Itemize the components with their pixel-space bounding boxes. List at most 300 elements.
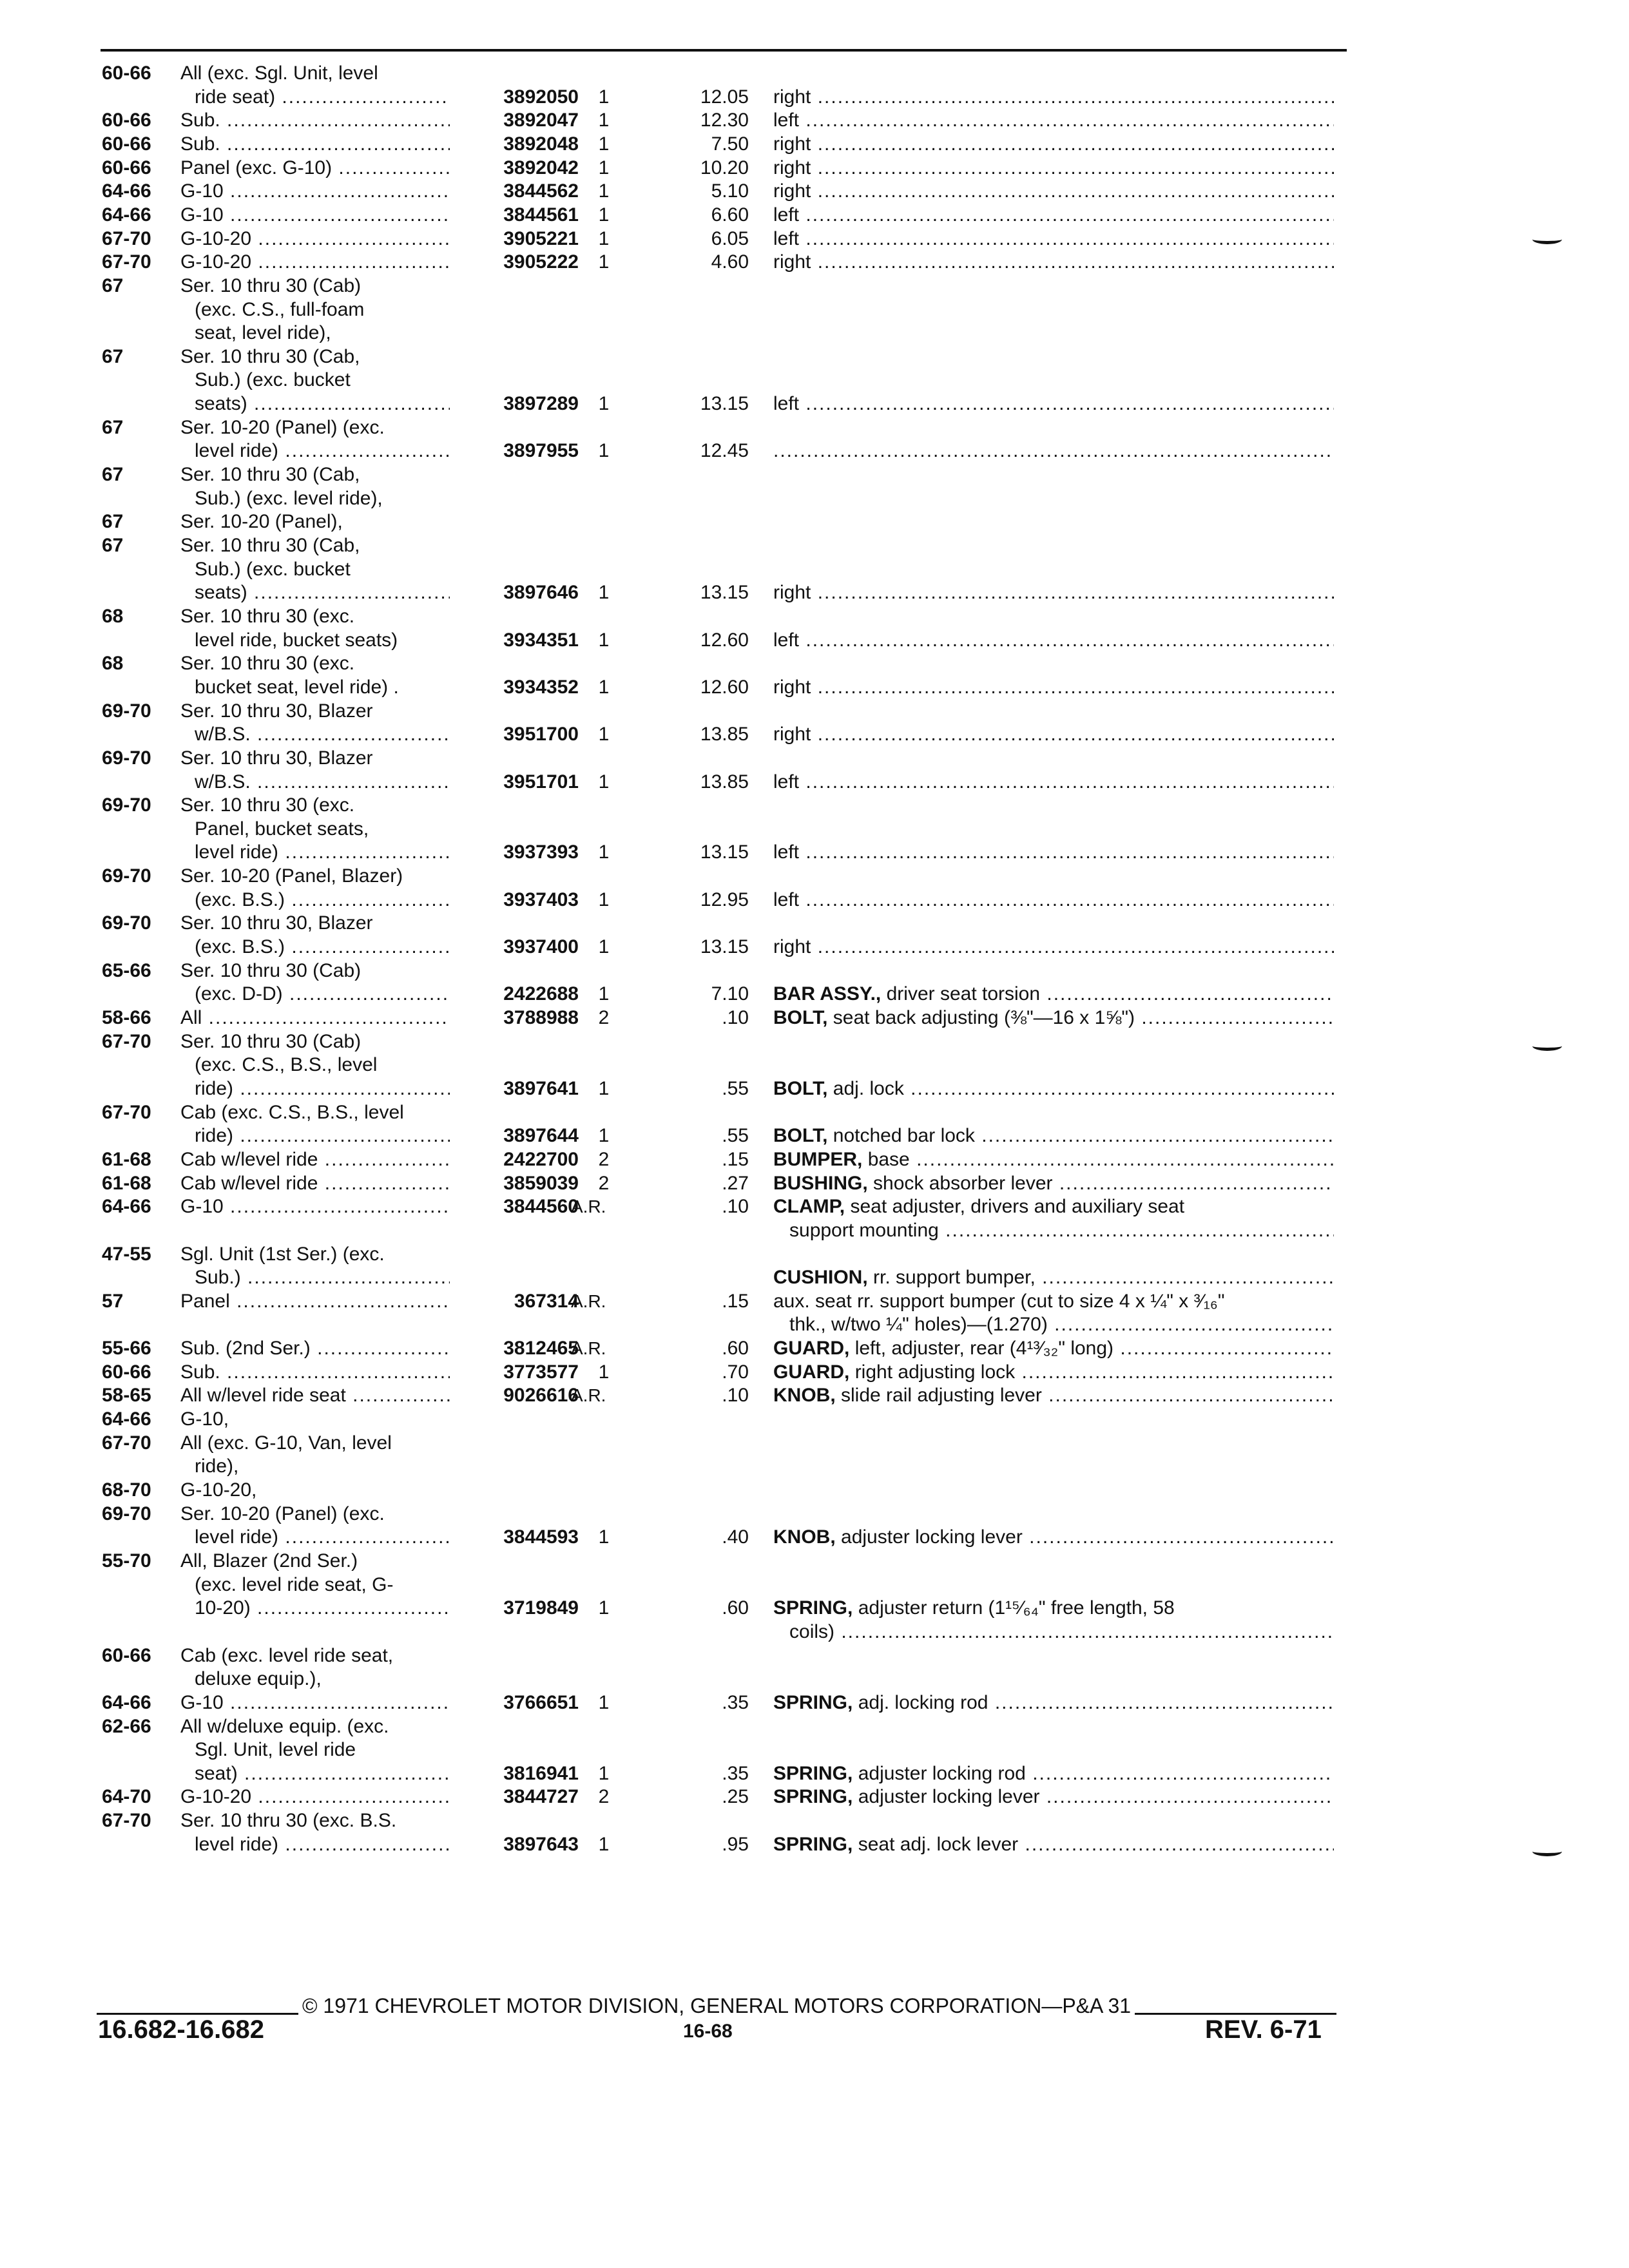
quantity: 2: [598, 1148, 610, 1170]
table-row: [0, 841, 1629, 864]
year-range: 67-70: [102, 1810, 151, 1832]
description-text: adjuster return (1¹⁵⁄₆₄" free length, 58: [858, 1597, 1175, 1619]
table-row: [0, 1691, 1629, 1715]
table-row: [0, 1432, 1629, 1455]
part-name: BUMPER,: [773, 1148, 863, 1170]
part-number: 2422688: [503, 983, 579, 1005]
year-range: 58-65: [102, 1385, 151, 1407]
part-name: CLAMP,: [773, 1196, 845, 1218]
year-range: 67-70: [102, 251, 151, 273]
model-application: Cab w/level ride .....: [180, 1172, 450, 1195]
part-number: 3844593: [503, 1526, 579, 1548]
table-row: [0, 912, 1629, 935]
table-row: [0, 1573, 1629, 1597]
description-text: left: [773, 889, 800, 910]
year-range: 64-70: [102, 1786, 151, 1808]
model-application: w/B.S. .....: [195, 723, 450, 746]
year-range: 60-66: [102, 133, 151, 155]
model-application: Sub.) .....: [195, 1266, 450, 1289]
part-description: [773, 1195, 1334, 1218]
table-row: [0, 1172, 1629, 1195]
table-row: [0, 865, 1629, 888]
table-row: [0, 1243, 1629, 1266]
description-text: adj. lock: [833, 1077, 904, 1099]
table-row: [0, 227, 1629, 251]
part-description: [773, 1526, 1334, 1549]
quantity: 1: [598, 110, 610, 131]
part-number: 3844727: [503, 1786, 579, 1808]
table-row: [0, 936, 1629, 959]
part-name: GUARD,: [773, 1338, 850, 1360]
model-application: Ser. 10-20 (Panel),: [180, 511, 343, 533]
model-application: All w/deluxe equip. (exc.: [180, 1715, 389, 1737]
table-row: [0, 558, 1629, 581]
list-price: 12.30: [700, 110, 749, 131]
table-row: [0, 1715, 1629, 1738]
description-text: aux. seat rr. support bumper (cut to size 4 x ¼" x ³⁄₁₆": [773, 1290, 1225, 1312]
part-description: [773, 1597, 1334, 1620]
model-application: All (exc. G-10, Van, level: [180, 1432, 392, 1454]
model-application: seat) .....: [195, 1762, 450, 1785]
quantity: 1: [598, 1125, 610, 1147]
year-range: 55-70: [102, 1550, 151, 1571]
description-text: right: [773, 936, 811, 958]
list-price: .27: [722, 1172, 749, 1194]
list-price: 4.60: [711, 251, 749, 273]
description-text: thk., w/two ¼" holes)—(1.270): [773, 1314, 1048, 1336]
model-application: Ser. 10 thru 30 (exc. B.S.: [180, 1810, 397, 1832]
list-price: 12.45: [700, 440, 749, 462]
year-range: 67: [102, 535, 124, 556]
model-application: All, Blazer (2nd Ser.): [180, 1550, 358, 1571]
copyright-text: © 1971 CHEVROLET MOTOR DIVISION, GENERAL MOTORS CORPORATION—P&A 31: [302, 1994, 1132, 2017]
table-row: [0, 1077, 1629, 1100]
list-price: .55: [722, 1077, 749, 1099]
quantity: A.R.: [571, 1291, 606, 1311]
list-price: .10: [722, 1385, 749, 1407]
model-application: Panel, bucket seats,: [195, 818, 369, 840]
list-price: 10.20: [700, 157, 749, 178]
table-row: [0, 1195, 1629, 1218]
model-application: ride) .....: [195, 1077, 450, 1100]
model-application: ride),: [195, 1456, 239, 1477]
part-description: [773, 204, 1334, 227]
table-row: [0, 700, 1629, 723]
year-range: 69-70: [102, 1503, 151, 1524]
quantity: 1: [598, 1526, 610, 1548]
table-row: [0, 1030, 1629, 1053]
quantity: 1: [598, 393, 610, 415]
description-text: left: [773, 204, 800, 226]
model-application: (exc. B.S.) .....: [195, 936, 450, 959]
year-range: 68-70: [102, 1479, 151, 1501]
table-row: [0, 889, 1629, 912]
part-number: 3892050: [503, 86, 579, 108]
margin-tick-mark: [1532, 1041, 1562, 1051]
quantity: 1: [598, 676, 610, 698]
model-application: 10-20) .....: [195, 1597, 450, 1620]
list-price: 13.85: [700, 771, 749, 793]
part-name: BOLT,: [773, 1077, 828, 1099]
table-row: [0, 369, 1629, 392]
part-description: [773, 841, 1334, 864]
table-row: [0, 652, 1629, 675]
model-application: Sub.) (exc. bucket: [195, 558, 351, 580]
model-application: (exc. C.S., full-foam: [195, 298, 365, 320]
table-row: [0, 1479, 1629, 1502]
table-row: [0, 723, 1629, 746]
table-row: [0, 629, 1629, 652]
margin-tick-mark: [1532, 235, 1562, 244]
part-number: 9026616: [503, 1385, 579, 1407]
description-text: left: [773, 393, 800, 415]
model-application: G-10,: [180, 1408, 229, 1430]
year-range: 67-70: [102, 227, 151, 249]
part-description: [773, 180, 1334, 203]
year-range: 47-55: [102, 1243, 151, 1265]
part-number: 3892047: [503, 110, 579, 131]
table-row: [0, 1526, 1629, 1549]
description-text: left: [773, 110, 800, 131]
quantity: 1: [598, 841, 610, 863]
table-row: [0, 1384, 1629, 1407]
model-application: G-10 .....: [180, 1691, 450, 1715]
part-number: 3812465: [503, 1338, 579, 1360]
model-application: Sub. .....: [180, 109, 450, 132]
model-application: w/B.S. .....: [195, 771, 450, 794]
table-row: [0, 1762, 1629, 1785]
part-description: [773, 1833, 1334, 1856]
part-number: 3844562: [503, 180, 579, 202]
description-text: right: [773, 157, 811, 178]
model-application: Panel (exc. G-10) .....: [180, 157, 450, 180]
model-application: Ser. 10 thru 30 (Cab,: [180, 464, 360, 486]
table-row: [0, 251, 1629, 274]
quantity: 1: [598, 724, 610, 745]
table-row: [0, 274, 1629, 298]
list-price: 12.60: [700, 629, 749, 651]
table-row: [0, 771, 1629, 794]
year-range: 69-70: [102, 794, 151, 816]
list-price: 13.15: [700, 841, 749, 863]
description-text: left: [773, 629, 800, 651]
year-range: 67-70: [102, 1101, 151, 1123]
quantity: 1: [598, 251, 610, 273]
year-range: 67: [102, 464, 124, 486]
table-row: [0, 109, 1629, 132]
part-description: [773, 392, 1334, 416]
part-number: 367314: [514, 1290, 579, 1312]
quantity: A.R.: [571, 1338, 606, 1359]
part-description: [773, 157, 1334, 180]
table-row: [0, 487, 1629, 510]
description-text: right adjusting lock: [854, 1361, 1016, 1383]
quantity: 1: [598, 771, 610, 793]
model-application: Ser. 10 thru 30 (Cab,: [180, 345, 360, 367]
table-row: [0, 133, 1629, 156]
model-application: Sub.) (exc. level ride),: [195, 487, 383, 509]
list-price: .15: [722, 1148, 749, 1170]
description-text: right: [773, 133, 811, 155]
footer-rule-left: [97, 2013, 298, 2015]
description-text: adj. locking rod: [858, 1691, 988, 1713]
model-application: Ser. 10-20 (Panel) (exc.: [180, 416, 385, 438]
table-row: [0, 1503, 1629, 1526]
table-row: [0, 1809, 1629, 1832]
part-description: [773, 86, 1334, 109]
table-row: [0, 157, 1629, 180]
quantity: 1: [598, 629, 610, 651]
revision: REV. 6-71: [1205, 2015, 1322, 2044]
model-application: seats) .....: [195, 581, 450, 604]
part-number: 3897289: [503, 393, 579, 415]
model-application: Ser. 10 thru 30 (exc.: [180, 605, 355, 627]
part-number: 3937403: [503, 889, 579, 910]
part-name: BUSHING,: [773, 1172, 868, 1194]
part-description: [773, 1290, 1334, 1313]
quantity: 1: [598, 983, 610, 1005]
model-application: Ser. 10 thru 30 (exc.: [180, 653, 355, 675]
table-row: [0, 1455, 1629, 1478]
part-number: 3773577: [503, 1361, 579, 1383]
quantity: 1: [598, 1597, 610, 1619]
quantity: 2: [598, 1786, 610, 1808]
quantity: 1: [598, 889, 610, 910]
footer-copyright: [97, 1993, 1336, 2019]
description-text: adjuster locking lever: [841, 1526, 1023, 1548]
list-price: 13.15: [700, 936, 749, 958]
part-description: [773, 629, 1334, 652]
part-name: BOLT,: [773, 1125, 828, 1147]
quantity: 1: [598, 133, 610, 155]
table-row: [0, 1337, 1629, 1360]
year-range: 67: [102, 274, 124, 296]
model-application: Ser. 10-20 (Panel) (exc.: [180, 1503, 385, 1524]
part-number: 3897646: [503, 582, 579, 604]
part-number: 3766651: [503, 1691, 579, 1713]
part-number: 3897641: [503, 1077, 579, 1099]
quantity: A.R.: [571, 1385, 606, 1406]
year-range: 67: [102, 416, 124, 438]
part-description: [773, 1148, 1334, 1171]
part-number: 3937400: [503, 936, 579, 958]
table-row: [0, 1644, 1629, 1667]
part-description: [773, 1384, 1334, 1407]
model-application: seat, level ride),: [195, 322, 331, 344]
table-row: [0, 298, 1629, 322]
part-number: 3951701: [503, 771, 579, 793]
part-number: 3934352: [503, 676, 579, 698]
table-row: [0, 1550, 1629, 1573]
table-row: [0, 1266, 1629, 1289]
year-range: 64-66: [102, 1691, 151, 1713]
table-row: [0, 180, 1629, 203]
year-range: 64-66: [102, 204, 151, 226]
quantity: 1: [598, 204, 610, 226]
list-price: .10: [722, 1196, 749, 1218]
part-number: 3897644: [503, 1125, 579, 1147]
part-description: [773, 1006, 1334, 1030]
part-name: BOLT,: [773, 1007, 828, 1028]
list-price: 12.60: [700, 676, 749, 698]
table-row: [0, 794, 1629, 817]
list-price: 6.05: [711, 227, 749, 249]
model-application: level ride) .....: [195, 841, 450, 864]
model-application: level ride) .....: [195, 1526, 450, 1549]
part-description: [773, 1266, 1334, 1289]
description-text: shock absorber lever: [873, 1172, 1053, 1194]
model-application: (exc. C.S., B.S., level: [195, 1054, 378, 1076]
year-range: 69-70: [102, 747, 151, 769]
table-row: [0, 463, 1629, 486]
model-application: Sgl. Unit (1st Ser.) (exc.: [180, 1243, 385, 1265]
model-application: Sgl. Unit, level ride: [195, 1739, 356, 1761]
part-description: [773, 983, 1334, 1006]
model-application: G-10-20 .....: [180, 227, 450, 251]
table-row: [0, 1667, 1629, 1691]
part-number: 3897955: [503, 440, 579, 462]
part-description: [773, 133, 1334, 156]
description-text: notched bar lock: [833, 1125, 975, 1147]
description-text: left: [773, 841, 800, 863]
table-row: [0, 1290, 1629, 1313]
part-description: [773, 889, 1334, 912]
table-row: [0, 959, 1629, 983]
model-application: (exc. D-D) .....: [195, 983, 450, 1006]
year-range: 69-70: [102, 700, 151, 722]
description-text: coils): [773, 1620, 835, 1642]
model-application: Sub. (2nd Ser.) .....: [180, 1337, 450, 1360]
description-text: right: [773, 180, 811, 202]
top-rule: [101, 49, 1347, 52]
table-row: [0, 1006, 1629, 1030]
part-name: SPRING,: [773, 1762, 853, 1784]
year-range: 57: [102, 1290, 124, 1312]
part-number: 3905222: [503, 251, 579, 273]
list-price: 13.15: [700, 393, 749, 415]
table-row: [0, 747, 1629, 770]
model-application: G-10-20 .....: [180, 1785, 450, 1809]
part-number: 3934351: [503, 629, 579, 651]
table-row: [0, 1124, 1629, 1148]
quantity: 1: [598, 180, 610, 202]
model-application: Ser. 10-20 (Panel, Blazer): [180, 865, 403, 887]
list-price: 7.10: [711, 983, 749, 1005]
model-application: All .....: [180, 1006, 450, 1030]
model-application: Ser. 10 thru 30 (exc.: [180, 794, 355, 816]
quantity: 2: [598, 1007, 610, 1028]
part-number: 2422700: [503, 1148, 579, 1170]
part-description: [773, 1691, 1334, 1715]
part-name: GUARD,: [773, 1361, 850, 1383]
model-application: Ser. 10 thru 30 (Cab,: [180, 535, 360, 556]
model-application: (exc. B.S.) .....: [195, 889, 450, 912]
quantity: 1: [598, 1361, 610, 1383]
year-range: 60-66: [102, 110, 151, 131]
description-text: right: [773, 676, 811, 698]
model-application: G-10-20,: [180, 1479, 257, 1501]
table-row: [0, 1361, 1629, 1384]
model-application: Ser. 10 thru 30, Blazer: [180, 747, 373, 769]
description-text: slide rail adjusting lever: [841, 1385, 1042, 1407]
year-range: 61-68: [102, 1172, 151, 1194]
part-number: 3897643: [503, 1833, 579, 1855]
year-range: 60-66: [102, 1361, 151, 1383]
part-description: [773, 227, 1334, 251]
part-name: SPRING,: [773, 1691, 853, 1713]
part-description: [773, 1077, 1334, 1100]
part-description: [773, 771, 1334, 794]
part-name: SPRING,: [773, 1786, 853, 1808]
part-description: [773, 1337, 1334, 1360]
model-application: Cab (exc. level ride seat,: [180, 1644, 394, 1666]
year-range: 67-70: [102, 1432, 151, 1454]
part-number: 3844560: [503, 1196, 579, 1218]
table-row: [0, 983, 1629, 1006]
part-number: 3719849: [503, 1597, 579, 1619]
model-application: G-10 .....: [180, 1195, 450, 1218]
list-price: .60: [722, 1597, 749, 1619]
table-row: [0, 818, 1629, 841]
part-name: CUSHION,: [773, 1267, 868, 1289]
part-name: SPRING,: [773, 1597, 853, 1619]
part-number: 3905221: [503, 227, 579, 249]
part-description: [773, 439, 1334, 463]
description-text: right: [773, 251, 811, 273]
list-price: .35: [722, 1691, 749, 1713]
model-application: Ser. 10 thru 30 (Cab): [180, 1030, 361, 1052]
part-description: [773, 1313, 1334, 1336]
list-price: 13.15: [700, 582, 749, 604]
footer-rule-right: [1135, 2013, 1336, 2015]
list-price: .60: [722, 1338, 749, 1360]
part-number: 3937393: [503, 841, 579, 863]
list-price: 5.10: [711, 180, 749, 202]
model-application: G-10 .....: [180, 204, 450, 227]
table-row: [0, 1219, 1629, 1242]
table-row: [0, 392, 1629, 416]
model-application: Cab w/level ride .....: [180, 1148, 450, 1171]
list-price: 12.95: [700, 889, 749, 910]
description-text: right: [773, 86, 811, 108]
quantity: 1: [598, 936, 610, 958]
list-price: 12.05: [700, 86, 749, 108]
description-text: left: [773, 771, 800, 793]
model-application: level ride) .....: [195, 1833, 450, 1856]
description-text: seat adj. lock lever: [858, 1833, 1019, 1855]
quantity: 1: [598, 1691, 610, 1713]
description-text: rr. support bumper,: [873, 1267, 1036, 1289]
description-text: support mounting: [773, 1219, 939, 1241]
year-range: 64-66: [102, 1408, 151, 1430]
model-application: seats) .....: [195, 392, 450, 416]
table-row: [0, 510, 1629, 533]
list-price: 7.50: [711, 133, 749, 155]
year-range: 58-66: [102, 1007, 151, 1028]
part-description: [773, 1124, 1334, 1148]
model-application: G-10 .....: [180, 180, 450, 203]
part-description: [773, 676, 1334, 699]
table-row: [0, 534, 1629, 557]
model-application: Ser. 10 thru 30, Blazer: [180, 912, 373, 934]
year-range: 60-66: [102, 157, 151, 178]
part-name: BAR ASSY.,: [773, 983, 882, 1005]
model-application: All (exc. Sgl. Unit, level: [180, 62, 378, 84]
model-application: deluxe equip.),: [195, 1668, 322, 1690]
list-price: .35: [722, 1762, 749, 1784]
list-price: 13.85: [700, 724, 749, 745]
description-text: base: [867, 1148, 910, 1170]
